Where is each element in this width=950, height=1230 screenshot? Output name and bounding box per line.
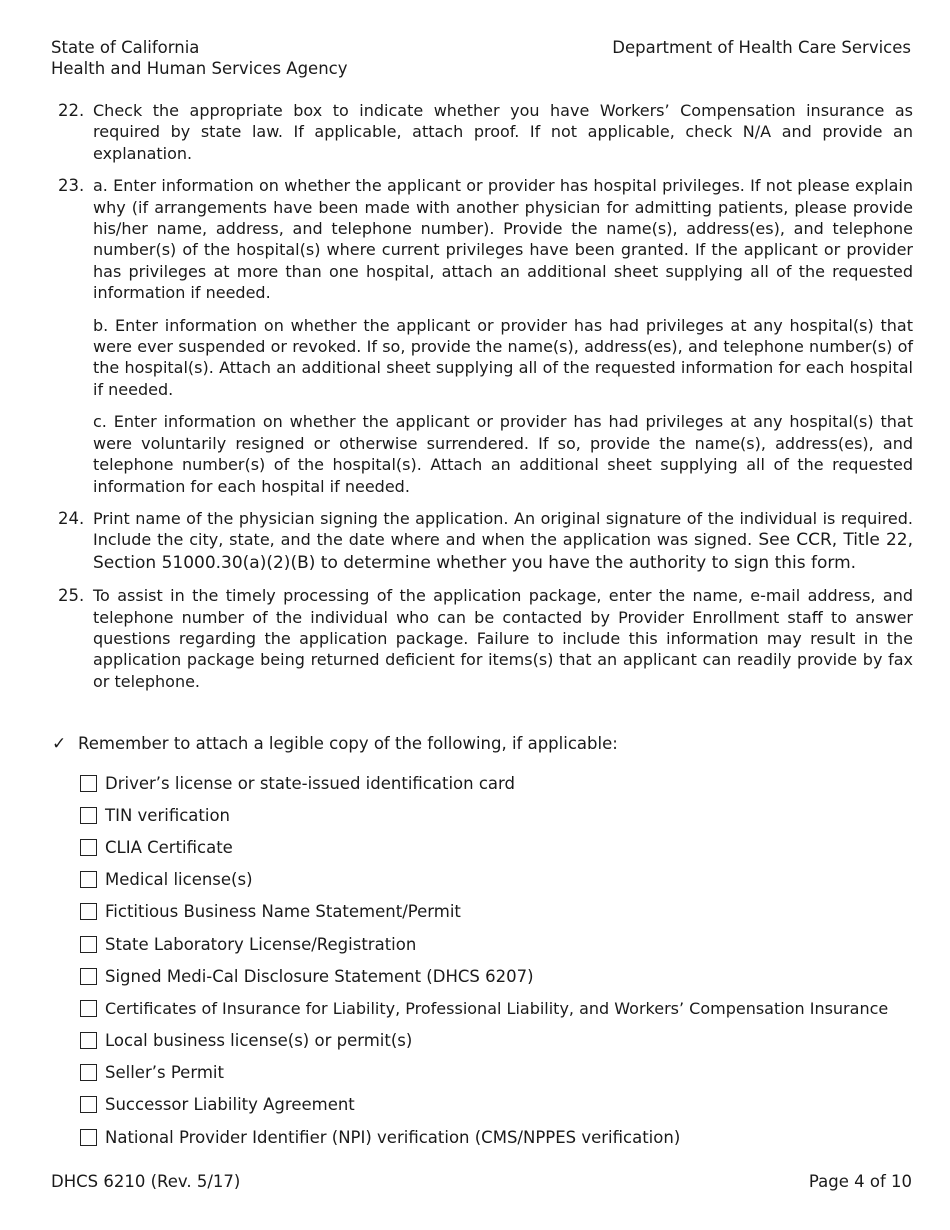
checklist-label: CLIA Certificate	[105, 837, 233, 857]
checklist-label: Driver’s license or state-issued identification card	[105, 773, 515, 793]
checklist-item[interactable]	[80, 896, 920, 928]
item-number: 23.	[58, 176, 85, 196]
checklist-item[interactable]	[80, 831, 920, 863]
item-text-main: Print name of the physician signing the application. An original signature of the individual is required. Include the city, state, and the date where and when the application was signed.	[93, 508, 913, 550]
checklist-label: TIN verification	[105, 805, 230, 825]
item-text	[93, 508, 913, 574]
attachment-checklist	[80, 767, 920, 1153]
checklist-label: Medical license(s)	[105, 870, 253, 890]
checkbox[interactable]	[80, 1032, 97, 1049]
checkbox[interactable]	[80, 936, 97, 953]
checklist-label: National Provider Identifier (NPI) verification (CMS/NPPES verification)	[105, 1127, 681, 1147]
checklist-label: Seller’s Permit	[105, 1063, 224, 1083]
instruction-list	[52, 100, 913, 703]
item-text-23a: a. Enter information on whether the applicant or provider has hospital privileges. If not please explain why (if arrangements have been made with another physician for admitting patients, please provide his/her name, address, and telephone number). Provide the name(s), address(es), and telephone number(s) of the hospital(s) where current privileges have been granted. If the applicant or provider has privileges at more than one hospital, attach an additional sheet supplying all of the requested information if needed.	[93, 176, 913, 303]
checklist-item[interactable]	[80, 1089, 920, 1121]
item-number: 25.	[58, 586, 85, 606]
checklist-label: Successor Liability Agreement	[105, 1095, 355, 1115]
checklist-label: Fictitious Business Name Statement/Permit	[105, 902, 461, 922]
checkbox[interactable]	[80, 1000, 97, 1017]
header-department: Department of Health Care Services	[612, 38, 911, 57]
header-agency	[51, 37, 348, 79]
checkbox[interactable]	[80, 968, 97, 985]
checkbox[interactable]	[80, 807, 97, 824]
item-text-ccr-reference: See CCR, Title 22, Section 51000.30(a)(2)(B) to determine whether you have the authority to sign this form.	[93, 530, 913, 573]
checkbox[interactable]	[80, 839, 97, 856]
item-number: 24.	[58, 508, 85, 528]
checklist-item[interactable]	[80, 992, 920, 1024]
checkbox[interactable]	[80, 1064, 97, 1081]
checklist-item[interactable]	[80, 1057, 920, 1089]
checkbox[interactable]	[80, 903, 97, 920]
checkbox[interactable]	[80, 1129, 97, 1146]
header-state: State of California	[51, 38, 200, 57]
attachment-reminder	[52, 733, 618, 755]
item-number: 22.	[58, 101, 85, 120]
checklist-label: Local business license(s) or permit(s)	[105, 1031, 413, 1051]
checklist-label: Signed Medi-Cal Disclosure Statement (DHCS 6207)	[105, 966, 534, 986]
header-agency-name: Health and Human Services Agency	[51, 59, 348, 78]
form-id: DHCS 6210 (Rev. 5/17)	[51, 1172, 241, 1191]
checkmark-icon: ✓	[52, 734, 67, 754]
instruction-item-25	[52, 585, 913, 692]
checklist-label: State Laboratory License/Registration	[105, 934, 417, 954]
checkbox[interactable]	[80, 871, 97, 888]
checklist-item[interactable]	[80, 767, 920, 799]
reminder-text: Remember to attach a legible copy of the following, if applicable:	[78, 734, 618, 753]
checklist-item[interactable]	[80, 1121, 920, 1153]
checklist-item[interactable]	[80, 1025, 920, 1057]
item-text-23b: b. Enter information on whether the applicant or provider has had privileges at any hospital(s) that were ever suspended or revoked. If so, provide the name(s), address(es), and telephone number(s) of the hospital(s). Attach an additional sheet supplying all of the requested information for each hospital if needed.	[93, 315, 913, 399]
instruction-item-23	[52, 175, 913, 497]
checklist-item[interactable]	[80, 799, 920, 831]
checklist-item[interactable]	[80, 928, 920, 960]
checklist-item[interactable]	[80, 960, 920, 992]
checklist-label: Certificates of Insurance for Liability, Professional Liability, and Workers’ Compensation Insurance	[105, 998, 889, 1018]
checkbox[interactable]	[80, 775, 97, 792]
item-text: To assist in the timely processing of the application package, enter the name, e-mail address, and telephone number of the individual who can be contacted by Provider Enrollment staff to answer questions regarding the application package. Failure to include this information may result in the application package being returned deficient for items(s) that an applicant can readily provide by fax or telephone.	[93, 586, 913, 691]
instruction-item-24	[52, 508, 913, 574]
instruction-item-22	[52, 100, 913, 164]
checkbox[interactable]	[80, 1096, 97, 1113]
item-text: Check the appropriate box to indicate whether you have Workers’ Compensation insurance as required by state law. If applicable, attach proof. If not applicable, check N/A and provide an explanation.	[93, 101, 913, 163]
checklist-item[interactable]	[80, 864, 920, 896]
page-number: Page 4 of 10	[808, 1172, 912, 1191]
item-text-23c: c. Enter information on whether the applicant or provider has had privileges at any hospital(s) that were voluntarily resigned or otherwise surrendered. If so, provide the name(s), address(es), and telephone number(s) of the hospital(s). Attach an additional sheet supplying all of the requested information for each hospital if needed.	[93, 412, 913, 496]
